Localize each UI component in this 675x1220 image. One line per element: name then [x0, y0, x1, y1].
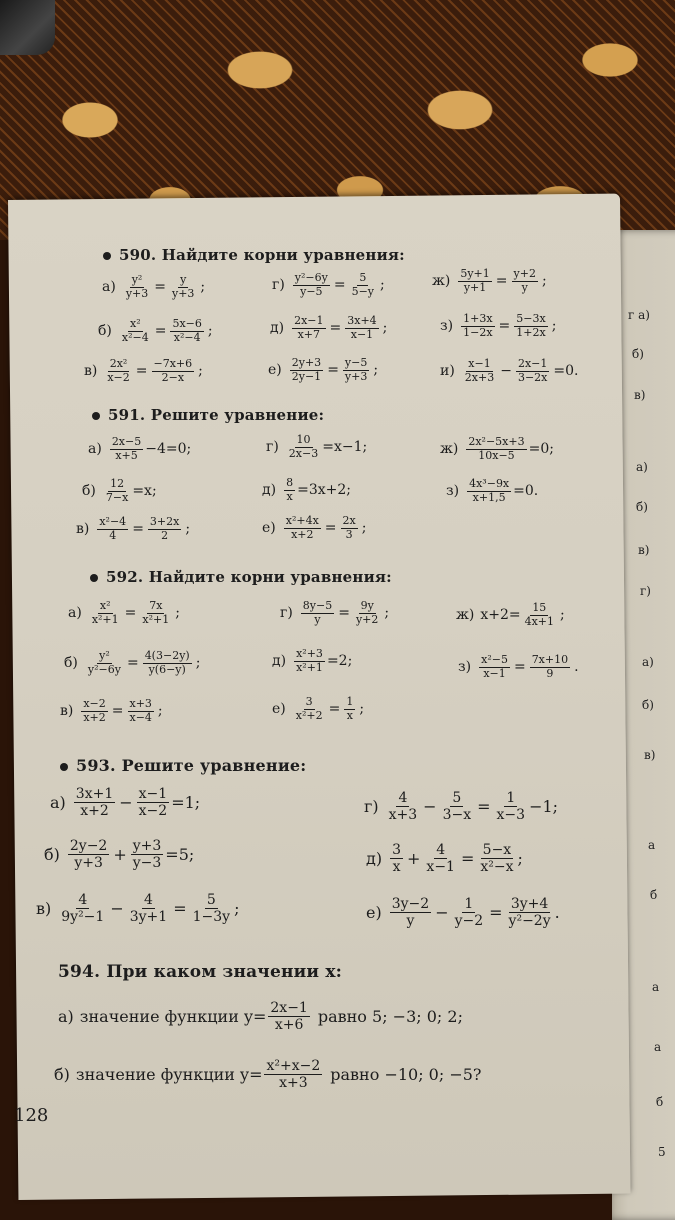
exercise-590-i: и) $\frac{x-1}{2x+3}$ − $\frac{2x-1}{3-2x}$ =0.: [440, 357, 579, 384]
exercise-592-a: а) $\frac{\text{x²}}{\text{x²+1}}$ = $\frac{7x}{\text{x²+1}}$ ;: [68, 599, 180, 626]
exercise-591-v: в) $\frac{\text{x²−4}}{4}$ = $\frac{3+2x}{2}$ ;: [76, 515, 191, 542]
exercise-591-d: д) $\frac{8}{x}$ =3x+2;: [262, 476, 351, 503]
margin-label: б): [636, 500, 648, 514]
margin-label: г): [640, 584, 651, 598]
exercise-591-e: е) $\frac{\text{x²+4x}}{x+2}$ = $\frac{2x}{3}$ ;: [262, 514, 367, 541]
exercise-590-a: а) $\frac{\text{y²}}{y+3}$ = $\frac{y}{y+3}$ ;: [102, 273, 206, 300]
exercise-592-zh: ж) x+2= $\frac{15}{4x+1}$ ;: [456, 601, 565, 628]
exercise-590-z: з) $\frac{1+3x}{1-2x}$ = $\frac{5-3x}{1+2x}$ ;: [440, 312, 557, 339]
exercise-591-zh: ж) $\frac{\text{2x²−5x+3}}{10x-5}$ =0;: [440, 435, 554, 462]
exercise-591-z: з) $\frac{\text{4x³−9x}}{x+1,5}$ =0.: [446, 477, 539, 504]
exercise-590-d: д) $\frac{2x-1}{x+7}$ = $\frac{3x+4}{x-1}$ ;: [270, 314, 388, 341]
exercise-591-heading: 591. Решите уравнение:: [92, 406, 324, 424]
exercise-592-g: г) $\frac{8y-5}{y}$ = $\frac{9y}{y+2}$ ;: [280, 599, 390, 626]
margin-label: а: [654, 1040, 662, 1054]
exercise-591-a: а) $\frac{2x-5}{x+5}$ −4=0;: [88, 435, 192, 462]
exercise-590-g: г) $\frac{\text{y²−6y}}{y-5}$ = $\frac{5}{5-y}$ ;: [272, 271, 385, 298]
margin-label: б: [656, 1095, 664, 1109]
exercise-590-e: е) $\frac{2y+3}{2y-1}$ = $\frac{y-5}{y+3}$ ;: [268, 356, 379, 383]
exercise-590-v: в) $\frac{\text{2x²}}{x-2}$ = $\frac{-7x+6}{2-x}$ ;: [84, 357, 203, 384]
bullet-icon: [60, 763, 68, 771]
margin-label: в): [638, 543, 650, 557]
exercise-593-e: е) $\frac{3y-2}{y}$ − $\frac{1}{y-2}$ = $\frac{3y+4}{\text{y²−2y}}$ .: [366, 896, 560, 930]
margin-label: 5: [658, 1145, 666, 1159]
exercise-592-v: в) $\frac{x-2}{x+2}$ = $\frac{x+3}{x-4}$ ;: [60, 697, 163, 724]
exercise-590-heading: 590. Найдите корни уравнения:: [103, 246, 405, 264]
margin-label: г а): [628, 308, 650, 322]
page-number: 128: [14, 1105, 49, 1126]
exercise-591-g: г) $\frac{10}{2x-3}$ =x−1;: [266, 433, 368, 460]
exercise-592-heading: 592. Найдите корни уравнения:: [90, 568, 392, 586]
bullet-icon: [90, 574, 98, 582]
margin-label: а: [648, 838, 656, 852]
exercise-590-b: б) $\frac{\text{x²}}{\text{x²−4}}$ = $\frac{5x-6}{\text{x²−4}}$ ;: [98, 317, 213, 344]
exercise-592-e: е) $\frac{3}{\text{x²+2}}$ = $\frac{1}{x}$ ;: [272, 695, 365, 722]
exercise-590-zh: ж) $\frac{5y+1}{y+1}$ = $\frac{y+2}{y}$ ;: [432, 267, 547, 294]
bullet-icon: [103, 252, 111, 260]
exercise-594-a: а) значение функции y= $\frac{2x-1}{x+6}$ равно 5; −3; 0; 2;: [58, 1000, 463, 1034]
margin-label: а): [642, 655, 654, 669]
exercise-593-v: в) $\frac{4}{\text{9y²−1}}$ − $\frac{4}{3y+1}$ = $\frac{5}{1-3y}$ ;: [36, 892, 240, 926]
bullet-icon: [92, 412, 100, 420]
margin-label: а: [652, 980, 660, 994]
exercise-591-b: б) $\frac{12}{7-x}$ =x;: [82, 477, 157, 504]
margin-label: б: [650, 888, 658, 902]
exercise-593-d: д) $\frac{3}{x}$ + $\frac{4}{x-1}$ = $\frac{5-x}{\text{x²−x}}$ ;: [366, 842, 523, 876]
exercise-594-heading: 594. При каком значении x:: [58, 962, 343, 982]
exercise-593-a: а) $\frac{3x+1}{x+2}$ − $\frac{x-1}{x-2}$ =1;: [50, 786, 201, 820]
margin-label: б): [632, 347, 644, 361]
margin-label: б): [642, 698, 654, 712]
exercise-592-d: д) $\frac{\text{x²+3}}{\text{x²+1}}$ =2;: [272, 647, 353, 674]
exercise-592-z: з) $\frac{\text{x²−5}}{x-1}$ = $\frac{7x+10}{9}$ .: [458, 653, 579, 680]
exercise-593-heading: 593. Решите уравнение:: [60, 756, 306, 775]
exercise-594-b: б) значение функции y= $\frac{\text{x²+x−2}}{x+3}$ равно −10; 0; −5?: [54, 1058, 482, 1092]
exercise-593-b: б) $\frac{2y-2}{y+3}$ + $\frac{y+3}{y-3}$ =5;: [44, 838, 195, 872]
exercise-592-b: б) $\frac{\text{y²}}{\text{y²−6y}}$ = $\frac{4(3-2y)}{y(6-y)}$ ;: [64, 649, 201, 676]
margin-label: в): [634, 388, 646, 402]
margin-label: а): [636, 460, 648, 474]
exercise-593-g: г) $\frac{4}{x+3}$ − $\frac{5}{3-x}$ = $\frac{1}{x-3}$ −1;: [364, 790, 559, 824]
margin-label: в): [644, 748, 656, 762]
